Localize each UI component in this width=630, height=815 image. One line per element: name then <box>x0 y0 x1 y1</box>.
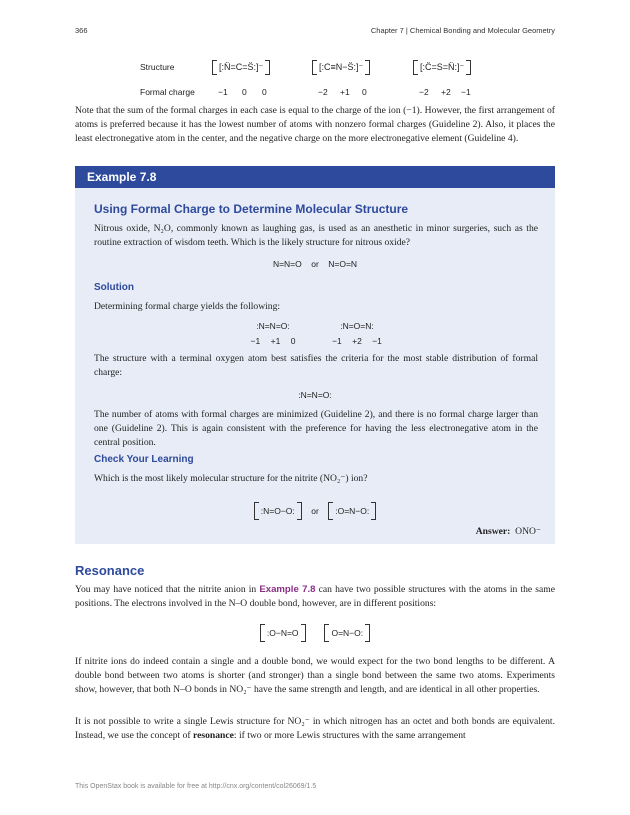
intro-paragraph: Note that the sum of the formal charges in each case is equal to the charge of the ion (−1). However, the first arrangement of atoms is preferred because it has the lowest number of atoms with nonzero formal charges (Guideline 2). Also, it places the least electronegative atom in the center, and the negative charge on the more electronegative element (Guideline 4). <box>75 105 555 145</box>
solution-charges-b: −1 +2 −1 <box>332 336 382 346</box>
charge: 0 <box>262 87 267 97</box>
resonance-structures <box>75 624 555 642</box>
resonance-struct-b: O=N−O: <box>331 628 364 638</box>
example-problem: Nitrous oxide, N₂O, commonly known as laughing gas, is used as an anesthetic in minor surgeries, such as the routine extraction of wisdom teeth. Which is the likely structure for nitrous oxide? <box>94 223 538 249</box>
n2o-options <box>75 259 555 269</box>
structure-label: Structure <box>140 62 175 72</box>
example-box <box>75 166 555 544</box>
solution-struct-a: :N=N=O: <box>256 321 290 331</box>
lewis-structure-3: [:C̈=S=N̈:]⁻ <box>413 60 471 75</box>
charge: 0 <box>362 87 367 97</box>
resonance-paragraph-2: If nitrite ions do indeed contain a single and a double bond, we would expect for the two bond lengths to be different. A double bond between two atoms is shorter (and stronger) than a single bond between the same two atoms. Experiments show, however, that both N–O bonds in NO₂⁻ have the same strength and length, and are identical in all other properties. <box>75 656 555 696</box>
option-nno: N=N=O <box>272 259 302 269</box>
example-link[interactable]: Example 7.8 <box>259 584 316 595</box>
resonance-heading: Resonance <box>75 563 145 578</box>
chapter-title: Chapter 7 | Chemical Bonding and Molecular Geometry <box>370 26 555 35</box>
example-label: Example 7.8 <box>75 166 555 188</box>
solution-paragraph-3: The number of atoms with formal charges are minimized (Guideline 2), and there is no formal charge larger than one (Guideline 2). This is again consistent with the preference for having the less electronegative atom in the central position. <box>94 409 538 449</box>
charge: −1 <box>461 87 471 97</box>
charge: 0 <box>242 87 247 97</box>
check-heading: Check Your Learning <box>94 454 194 465</box>
resonance-paragraph-1: You may have noticed that the nitrite anion in Example 7.8 can have two possible structures with the atoms in the same positions. The electrons involved in the N–O double bond, however, are in different positions: <box>75 584 555 610</box>
answer-label: Answer: <box>475 526 511 537</box>
best-structure: :N=N=O: <box>298 390 332 400</box>
nitrite-options <box>75 502 555 520</box>
answer <box>476 526 541 537</box>
solution-struct-b: :N=O=N: <box>340 321 374 331</box>
charge: −1 <box>218 87 228 97</box>
option-nitrite-a: :N=O−O: <box>260 506 295 516</box>
or-text: or <box>311 506 319 516</box>
solution-heading: Solution <box>94 282 134 293</box>
lewis-structure-1: [:N̈=C=S̈:]⁻ <box>212 60 270 75</box>
example-title: Using Formal Charge to Determine Molecular Structure <box>94 202 409 216</box>
page-number: 366 <box>75 26 88 35</box>
resonance-struct-a: :O−N=O <box>266 628 299 638</box>
footer: This OpenStax book is available for free at http://cnx.org/content/col26069/1.5 <box>75 783 317 790</box>
resonance-paragraph-3: It is not possible to write a single Lewis structure for NO₂⁻ in which nitrogen has an octet and both bonds are equivalent. Instead, we use the concept of resonance: if two or more Lewis structures with the same arrangement <box>75 716 555 742</box>
solution-intro: Determining formal charge yields the following: <box>94 301 281 312</box>
formal-charge-label: Formal charge <box>140 87 195 97</box>
charge: +1 <box>340 87 350 97</box>
answer-value: ONO⁻ <box>515 526 541 537</box>
charge: −2 <box>318 87 328 97</box>
solution-charges-a: −1 +1 0 <box>250 336 296 346</box>
option-non: N=O=N <box>328 259 358 269</box>
charge: −2 <box>419 87 429 97</box>
charge: +2 <box>441 87 451 97</box>
or-text: or <box>311 259 319 269</box>
solution-paragraph-2: The structure with a terminal oxygen atom best satisfies the criteria for the most stable distribution of formal charge: <box>94 353 538 379</box>
check-question: Which is the most likely molecular structure for the nitrite (NO₂⁻) ion? <box>94 473 368 484</box>
lewis-structure-2: [:C≡N−S̈:]⁻ <box>312 60 370 75</box>
option-nitrite-b: :O=N−O: <box>335 506 370 516</box>
